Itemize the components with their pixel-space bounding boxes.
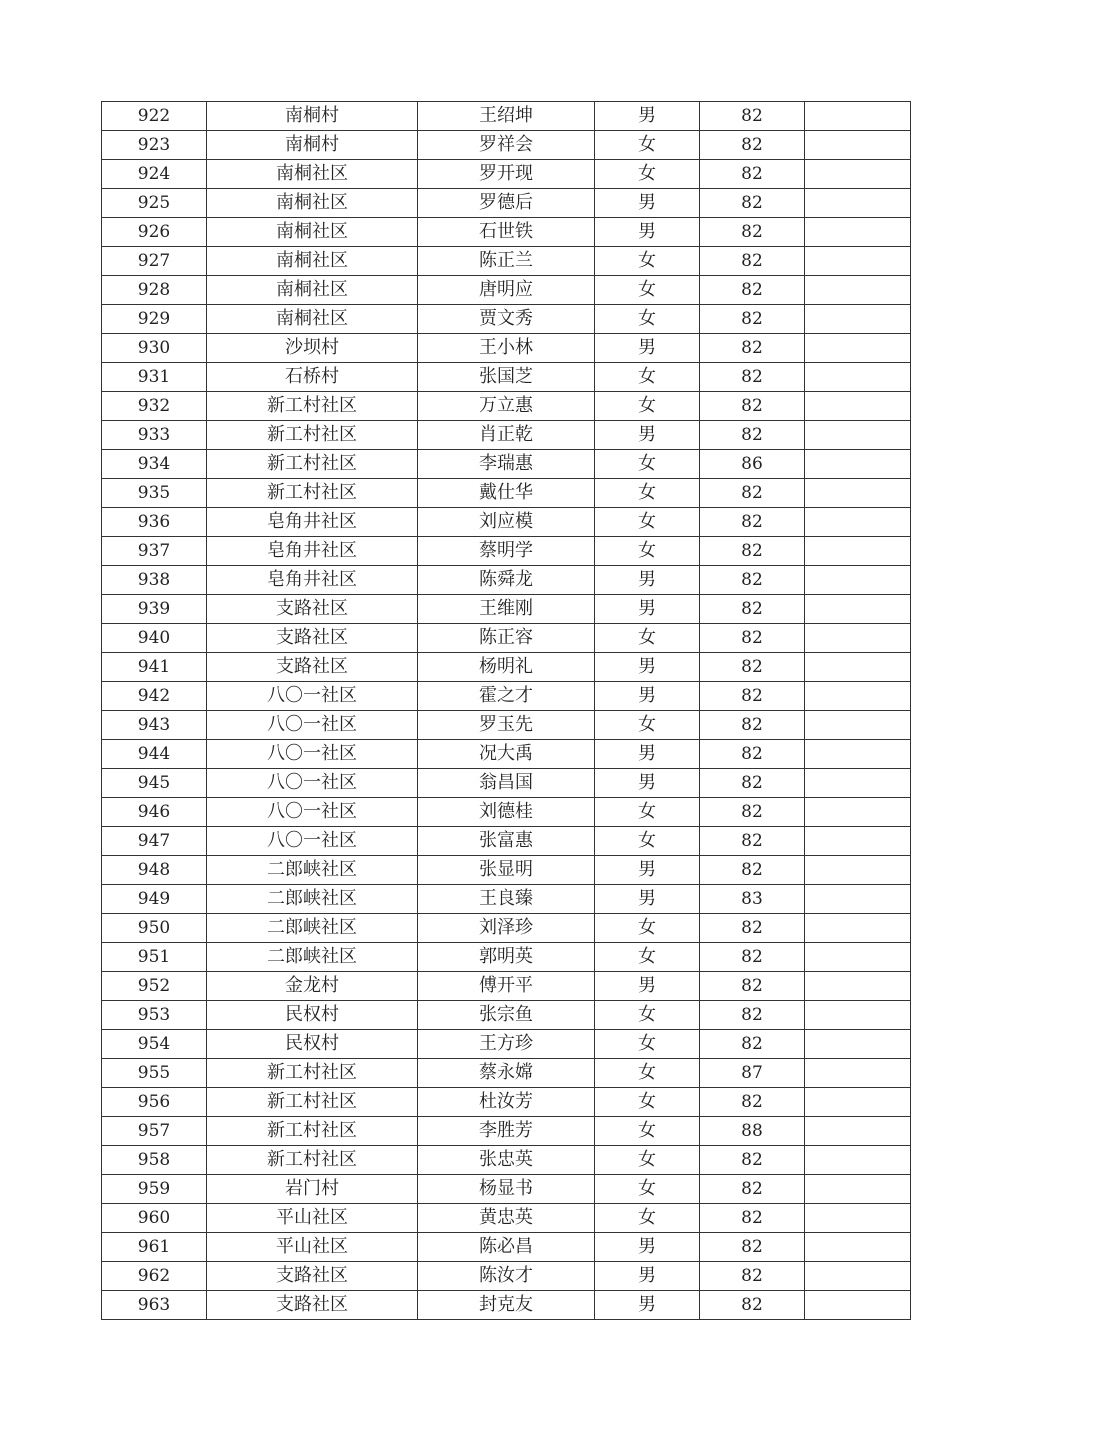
cell-age: 82 [700, 247, 805, 276]
cell-community: 南桐社区 [207, 218, 418, 247]
cell-name: 刘泽珍 [418, 914, 595, 943]
cell-age: 82 [700, 1088, 805, 1117]
cell-remark [805, 566, 911, 595]
cell-remark [805, 479, 911, 508]
cell-serial-number: 934 [102, 450, 207, 479]
cell-serial-number: 958 [102, 1146, 207, 1175]
cell-gender: 女 [595, 305, 700, 334]
cell-age: 82 [700, 1001, 805, 1030]
cell-gender: 女 [595, 537, 700, 566]
table-row [102, 1233, 911, 1262]
cell-community: 二郎峡社区 [207, 885, 418, 914]
cell-serial-number: 956 [102, 1088, 207, 1117]
cell-community: 新工村社区 [207, 392, 418, 421]
table-row [102, 1262, 911, 1291]
cell-name: 张宗鱼 [418, 1001, 595, 1030]
cell-serial-number: 936 [102, 508, 207, 537]
cell-serial-number: 951 [102, 943, 207, 972]
table-row [102, 1088, 911, 1117]
cell-gender: 男 [595, 218, 700, 247]
cell-name: 张国芝 [418, 363, 595, 392]
cell-community: 平山社区 [207, 1233, 418, 1262]
cell-remark [805, 595, 911, 624]
cell-gender: 女 [595, 392, 700, 421]
cell-serial-number: 949 [102, 885, 207, 914]
table-row [102, 798, 911, 827]
cell-gender: 女 [595, 711, 700, 740]
cell-name: 翁昌国 [418, 769, 595, 798]
cell-community: 平山社区 [207, 1204, 418, 1233]
cell-age: 82 [700, 334, 805, 363]
cell-remark [805, 450, 911, 479]
cell-age: 82 [700, 1146, 805, 1175]
cell-serial-number: 927 [102, 247, 207, 276]
cell-community: 支路社区 [207, 624, 418, 653]
cell-name: 王良臻 [418, 885, 595, 914]
cell-age: 82 [700, 479, 805, 508]
cell-age: 82 [700, 131, 805, 160]
cell-age: 82 [700, 160, 805, 189]
cell-name: 贾文秀 [418, 305, 595, 334]
table-row [102, 247, 911, 276]
cell-community: 民权村 [207, 1001, 418, 1030]
cell-name: 封克友 [418, 1291, 595, 1320]
cell-remark [805, 711, 911, 740]
cell-name: 张富惠 [418, 827, 595, 856]
cell-community: 八〇一社区 [207, 769, 418, 798]
cell-gender: 男 [595, 885, 700, 914]
cell-gender: 男 [595, 102, 700, 131]
cell-community: 民权村 [207, 1030, 418, 1059]
table-row [102, 479, 911, 508]
cell-community: 新工村社区 [207, 450, 418, 479]
table-row [102, 1291, 911, 1320]
cell-community: 皂角井社区 [207, 566, 418, 595]
cell-gender: 男 [595, 189, 700, 218]
cell-name: 肖正乾 [418, 421, 595, 450]
cell-name: 戴仕华 [418, 479, 595, 508]
cell-remark [805, 653, 911, 682]
cell-remark [805, 914, 911, 943]
cell-gender: 男 [595, 421, 700, 450]
cell-age: 82 [700, 682, 805, 711]
cell-remark [805, 1291, 911, 1320]
table-row [102, 363, 911, 392]
cell-remark [805, 334, 911, 363]
cell-community: 二郎峡社区 [207, 856, 418, 885]
cell-community: 支路社区 [207, 1262, 418, 1291]
table-row [102, 624, 911, 653]
table-row [102, 508, 911, 537]
cell-remark [805, 363, 911, 392]
cell-name: 陈正兰 [418, 247, 595, 276]
cell-community: 新工村社区 [207, 1088, 418, 1117]
cell-community: 八〇一社区 [207, 711, 418, 740]
cell-name: 杨明礼 [418, 653, 595, 682]
cell-name: 王小林 [418, 334, 595, 363]
cell-gender: 女 [595, 1059, 700, 1088]
cell-serial-number: 957 [102, 1117, 207, 1146]
table-row [102, 711, 911, 740]
cell-name: 况大禹 [418, 740, 595, 769]
table-row [102, 885, 911, 914]
table-row [102, 1146, 911, 1175]
table-row [102, 943, 911, 972]
cell-remark [805, 305, 911, 334]
cell-name: 罗德后 [418, 189, 595, 218]
cell-age: 82 [700, 421, 805, 450]
cell-community: 新工村社区 [207, 1146, 418, 1175]
table-row [102, 305, 911, 334]
cell-name: 石世铁 [418, 218, 595, 247]
cell-age: 82 [700, 856, 805, 885]
cell-community: 南桐社区 [207, 160, 418, 189]
cell-name: 陈必昌 [418, 1233, 595, 1262]
cell-name: 黄忠英 [418, 1204, 595, 1233]
cell-community: 八〇一社区 [207, 682, 418, 711]
cell-remark [805, 1088, 911, 1117]
cell-gender: 女 [595, 508, 700, 537]
cell-name: 陈汝才 [418, 1262, 595, 1291]
cell-serial-number: 950 [102, 914, 207, 943]
cell-serial-number: 959 [102, 1175, 207, 1204]
cell-age: 83 [700, 885, 805, 914]
table-row [102, 1175, 911, 1204]
cell-name: 刘应模 [418, 508, 595, 537]
cell-community: 支路社区 [207, 653, 418, 682]
cell-remark [805, 1030, 911, 1059]
cell-age: 82 [700, 1262, 805, 1291]
cell-remark [805, 276, 911, 305]
cell-gender: 女 [595, 1088, 700, 1117]
cell-gender: 男 [595, 682, 700, 711]
cell-gender: 女 [595, 624, 700, 653]
cell-name: 蔡永嫦 [418, 1059, 595, 1088]
cell-serial-number: 937 [102, 537, 207, 566]
cell-name: 万立惠 [418, 392, 595, 421]
cell-remark [805, 769, 911, 798]
table-row [102, 1059, 911, 1088]
cell-remark [805, 624, 911, 653]
cell-serial-number: 929 [102, 305, 207, 334]
cell-community: 沙坝村 [207, 334, 418, 363]
cell-name: 蔡明学 [418, 537, 595, 566]
cell-gender: 女 [595, 276, 700, 305]
cell-serial-number: 961 [102, 1233, 207, 1262]
cell-gender: 女 [595, 1117, 700, 1146]
cell-gender: 男 [595, 334, 700, 363]
cell-remark [805, 1204, 911, 1233]
cell-name: 傅开平 [418, 972, 595, 1001]
cell-gender: 女 [595, 363, 700, 392]
table-row [102, 914, 911, 943]
table-row [102, 450, 911, 479]
cell-gender: 女 [595, 798, 700, 827]
cell-serial-number: 930 [102, 334, 207, 363]
cell-age: 82 [700, 943, 805, 972]
cell-name: 刘德桂 [418, 798, 595, 827]
cell-gender: 男 [595, 653, 700, 682]
cell-gender: 女 [595, 1146, 700, 1175]
cell-remark [805, 827, 911, 856]
table-row [102, 102, 911, 131]
cell-name: 王方珍 [418, 1030, 595, 1059]
cell-age: 86 [700, 450, 805, 479]
cell-name: 杨显书 [418, 1175, 595, 1204]
cell-community: 南桐村 [207, 131, 418, 160]
cell-age: 87 [700, 1059, 805, 1088]
cell-name: 陈舜龙 [418, 566, 595, 595]
cell-remark [805, 160, 911, 189]
cell-community: 八〇一社区 [207, 798, 418, 827]
cell-gender: 男 [595, 566, 700, 595]
cell-remark [805, 131, 911, 160]
cell-gender: 男 [595, 1233, 700, 1262]
cell-remark [805, 1146, 911, 1175]
table-row [102, 537, 911, 566]
cell-remark [805, 1262, 911, 1291]
cell-remark [805, 682, 911, 711]
cell-name: 罗祥会 [418, 131, 595, 160]
cell-remark [805, 102, 911, 131]
cell-serial-number: 933 [102, 421, 207, 450]
cell-age: 88 [700, 1117, 805, 1146]
table-row [102, 189, 911, 218]
cell-gender: 女 [595, 1175, 700, 1204]
cell-serial-number: 940 [102, 624, 207, 653]
cell-gender: 女 [595, 131, 700, 160]
table-row [102, 1001, 911, 1030]
cell-community: 八〇一社区 [207, 827, 418, 856]
cell-serial-number: 925 [102, 189, 207, 218]
cell-serial-number: 955 [102, 1059, 207, 1088]
cell-serial-number: 941 [102, 653, 207, 682]
table-row [102, 160, 911, 189]
cell-serial-number: 953 [102, 1001, 207, 1030]
cell-name: 罗玉先 [418, 711, 595, 740]
cell-gender: 女 [595, 914, 700, 943]
cell-age: 82 [700, 972, 805, 1001]
table-row [102, 595, 911, 624]
cell-serial-number: 947 [102, 827, 207, 856]
cell-community: 南桐社区 [207, 247, 418, 276]
cell-community: 新工村社区 [207, 1117, 418, 1146]
table-row [102, 740, 911, 769]
cell-gender: 女 [595, 1001, 700, 1030]
cell-remark [805, 392, 911, 421]
cell-gender: 女 [595, 1030, 700, 1059]
cell-name: 陈正容 [418, 624, 595, 653]
table-row [102, 1117, 911, 1146]
cell-age: 82 [700, 305, 805, 334]
table-row [102, 218, 911, 247]
cell-name: 罗开现 [418, 160, 595, 189]
cell-community: 支路社区 [207, 595, 418, 624]
cell-serial-number: 935 [102, 479, 207, 508]
table-row [102, 1204, 911, 1233]
cell-gender: 男 [595, 856, 700, 885]
cell-age: 82 [700, 566, 805, 595]
cell-age: 82 [700, 827, 805, 856]
cell-name: 王维刚 [418, 595, 595, 624]
cell-remark [805, 1059, 911, 1088]
cell-serial-number: 923 [102, 131, 207, 160]
cell-serial-number: 931 [102, 363, 207, 392]
cell-name: 王绍坤 [418, 102, 595, 131]
cell-age: 82 [700, 1291, 805, 1320]
cell-remark [805, 1233, 911, 1262]
table-body [102, 102, 911, 1320]
table-row [102, 334, 911, 363]
cell-serial-number: 938 [102, 566, 207, 595]
cell-remark [805, 218, 911, 247]
table-row [102, 769, 911, 798]
table-row [102, 856, 911, 885]
cell-age: 82 [700, 1204, 805, 1233]
cell-age: 82 [700, 102, 805, 131]
cell-serial-number: 944 [102, 740, 207, 769]
cell-serial-number: 939 [102, 595, 207, 624]
cell-serial-number: 932 [102, 392, 207, 421]
cell-serial-number: 960 [102, 1204, 207, 1233]
table-row [102, 276, 911, 305]
cell-age: 82 [700, 508, 805, 537]
cell-serial-number: 926 [102, 218, 207, 247]
cell-age: 82 [700, 1030, 805, 1059]
table-row [102, 972, 911, 1001]
cell-remark [805, 740, 911, 769]
cell-serial-number: 954 [102, 1030, 207, 1059]
cell-remark [805, 1001, 911, 1030]
cell-serial-number: 948 [102, 856, 207, 885]
cell-age: 82 [700, 740, 805, 769]
cell-community: 二郎峡社区 [207, 914, 418, 943]
cell-community: 南桐社区 [207, 189, 418, 218]
cell-name: 张显明 [418, 856, 595, 885]
cell-remark [805, 247, 911, 276]
cell-community: 新工村社区 [207, 479, 418, 508]
cell-name: 李瑞惠 [418, 450, 595, 479]
cell-serial-number: 928 [102, 276, 207, 305]
table-row [102, 1030, 911, 1059]
cell-gender: 男 [595, 769, 700, 798]
cell-age: 82 [700, 711, 805, 740]
cell-remark [805, 189, 911, 218]
cell-gender: 女 [595, 247, 700, 276]
cell-community: 南桐社区 [207, 305, 418, 334]
cell-gender: 女 [595, 943, 700, 972]
cell-community: 南桐村 [207, 102, 418, 131]
cell-serial-number: 962 [102, 1262, 207, 1291]
cell-age: 82 [700, 1175, 805, 1204]
cell-gender: 女 [595, 1204, 700, 1233]
cell-name: 张忠英 [418, 1146, 595, 1175]
cell-remark [805, 508, 911, 537]
table-row [102, 566, 911, 595]
cell-age: 82 [700, 276, 805, 305]
cell-gender: 男 [595, 740, 700, 769]
cell-remark [805, 885, 911, 914]
table-row [102, 421, 911, 450]
data-table [101, 101, 911, 1320]
cell-remark [805, 943, 911, 972]
cell-serial-number: 922 [102, 102, 207, 131]
cell-name: 霍之才 [418, 682, 595, 711]
table-row [102, 682, 911, 711]
cell-age: 82 [700, 769, 805, 798]
cell-name: 唐明应 [418, 276, 595, 305]
cell-age: 82 [700, 392, 805, 421]
cell-community: 二郎峡社区 [207, 943, 418, 972]
cell-remark [805, 1117, 911, 1146]
cell-serial-number: 963 [102, 1291, 207, 1320]
cell-gender: 女 [595, 450, 700, 479]
cell-community: 皂角井社区 [207, 537, 418, 566]
cell-remark [805, 798, 911, 827]
cell-gender: 男 [595, 595, 700, 624]
cell-gender: 女 [595, 827, 700, 856]
cell-remark [805, 1175, 911, 1204]
table-row [102, 131, 911, 160]
cell-remark [805, 421, 911, 450]
cell-community: 石桥村 [207, 363, 418, 392]
cell-community: 八〇一社区 [207, 740, 418, 769]
cell-remark [805, 537, 911, 566]
cell-name: 李胜芳 [418, 1117, 595, 1146]
cell-community: 金龙村 [207, 972, 418, 1001]
cell-age: 82 [700, 624, 805, 653]
table-row [102, 827, 911, 856]
cell-gender: 女 [595, 160, 700, 189]
cell-age: 82 [700, 653, 805, 682]
cell-serial-number: 945 [102, 769, 207, 798]
cell-age: 82 [700, 595, 805, 624]
cell-age: 82 [700, 363, 805, 392]
cell-age: 82 [700, 218, 805, 247]
cell-gender: 女 [595, 479, 700, 508]
cell-age: 82 [700, 1233, 805, 1262]
cell-gender: 男 [595, 972, 700, 1001]
cell-name: 郭明英 [418, 943, 595, 972]
cell-community: 皂角井社区 [207, 508, 418, 537]
table-row [102, 392, 911, 421]
cell-age: 82 [700, 189, 805, 218]
cell-age: 82 [700, 537, 805, 566]
cell-serial-number: 924 [102, 160, 207, 189]
table-row [102, 653, 911, 682]
cell-remark [805, 972, 911, 1001]
cell-serial-number: 952 [102, 972, 207, 1001]
cell-serial-number: 946 [102, 798, 207, 827]
cell-community: 新工村社区 [207, 421, 418, 450]
cell-name: 杜汝芳 [418, 1088, 595, 1117]
cell-serial-number: 942 [102, 682, 207, 711]
cell-age: 82 [700, 914, 805, 943]
cell-serial-number: 943 [102, 711, 207, 740]
cell-community: 新工村社区 [207, 1059, 418, 1088]
cell-age: 82 [700, 798, 805, 827]
cell-gender: 男 [595, 1291, 700, 1320]
cell-community: 支路社区 [207, 1291, 418, 1320]
cell-gender: 男 [595, 1262, 700, 1291]
cell-community: 南桐社区 [207, 276, 418, 305]
cell-community: 岩门村 [207, 1175, 418, 1204]
cell-remark [805, 856, 911, 885]
